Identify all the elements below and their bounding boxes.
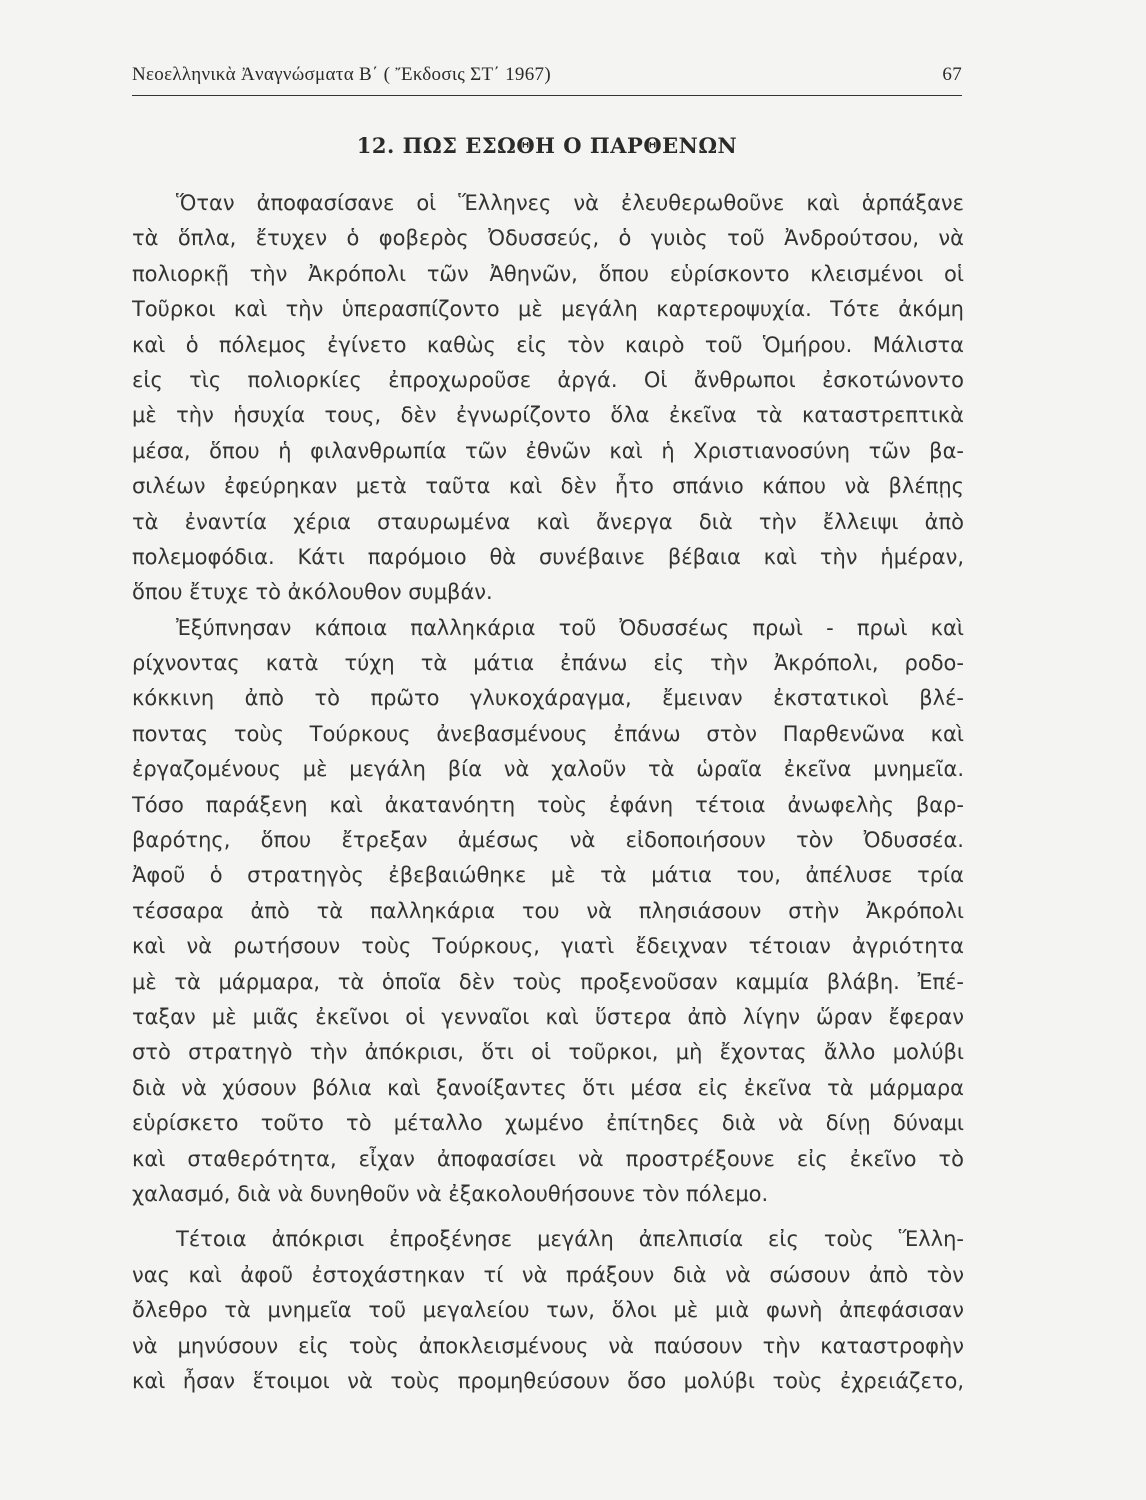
text-line: διὰ νὰ χύσουν βόλια καὶ ξανοίξαντες ὅτι μέσα εἰς ἐκεῖνα τὰ μάρμαρα xyxy=(132,1075,964,1100)
text-line: βαρότης, ὅπου ἔτρεξαν ἀμέσως νὰ εἰδοποιήσουν τὸν Ὀδυσσέα. xyxy=(132,828,964,853)
text-line: Ἐξύπνησαν κάποια παλληκάρια τοῦ Ὀδυσσέως πρωὶ - πρωὶ καὶ xyxy=(176,615,964,640)
text-line: ὄλεθρο τὰ μνημεῖα τοῦ μεγαλείου των, ὅλοι μὲ μιὰ φωνὴ ἀπεφάσισαν xyxy=(132,1298,964,1323)
text-line: κόκκινη ἀπὸ τὸ πρῶτο γλυκοχάραγμα, ἔμειναν ἐκστατικοὶ βλέ- xyxy=(132,686,964,711)
body-text xyxy=(132,186,964,1399)
header-rule xyxy=(132,95,962,96)
text-line: Ἀφοῦ ὁ στρατηγὸς ἐβεβαιώθηκε μὲ τὰ μάτια του, ἀπέλυσε τρία xyxy=(132,863,964,888)
text-line: σιλέων ἐφεύρηκαν μετὰ ταῦτα καὶ δὲν ἦτο σπάνιο κάπου νὰ βλέπῃς xyxy=(132,474,964,499)
text-line: Τόσο παράξενη καὶ ἀκατανόητη τοὺς ἐφάνη τέτοια ἀνωφελὴς βαρ- xyxy=(132,792,964,817)
text-line: μὲ τὴν ἡσυχία τους, δὲν ἐγνωρίζοντο ὅλα ἐκεῖνα τὰ καταστρεπτικὰ xyxy=(132,403,964,428)
text-line: πολεμοφόδια. Κάτι παρόμοιο θὰ συνέβαινε βέβαια καὶ τὴν ἡμέραν, xyxy=(132,544,964,569)
text-line: νὰ μηνύσουν εἰς τοὺς ἀποκλεισμένους νὰ παύσουν τὴν καταστροφὴν xyxy=(132,1333,964,1358)
running-head-title: Νεοελληνικὰ Ἀναγνώσματα Β΄ ( Ἔκδοσις ΣΤ΄ 1967) xyxy=(132,64,551,85)
text-line: ἐργαζομένους μὲ μεγάλη βία νὰ χαλοῦν τὰ ὡραῖα ἐκεῖνα μνημεῖα. xyxy=(132,757,964,782)
text-line: νας καὶ ἀφοῦ ἐστοχάστηκαν τί νὰ πράξουν διὰ νὰ σώσουν ἀπὸ τὸν xyxy=(132,1262,964,1287)
running-head xyxy=(132,64,962,92)
text-line: καὶ νὰ ρωτήσουν τοὺς Τούρκους, γιατὶ ἔδειχναν τέτοιαν ἀγριότητα xyxy=(132,934,964,959)
text-line: χαλασμό, διὰ νὰ δυνηθοῦν νὰ ἐξακολουθήσουνε τὸν πόλεμο. xyxy=(132,1181,769,1206)
paragraph xyxy=(132,186,964,611)
paragraph xyxy=(132,1222,964,1399)
text-line: στὸ στρατηγὸ τὴν ἀπόκρισι, ὅτι οἱ τοῦρκοι, μὴ ἔχοντας ἄλλο μολύβι xyxy=(132,1040,964,1065)
text-line: τέσσαρα ἀπὸ τὰ παλληκάρια του νὰ πλησιάσουν στὴν Ἀκρόπολι xyxy=(132,898,964,923)
text-line: ὅπου ἔτυχε τὸ ἀκόλουθον συμβάν. xyxy=(132,580,493,605)
text-line: ταξαν μὲ μιᾶς ἐκεῖνοι οἱ γενναῖοι καὶ ὕστερα ἀπὸ λίγην ὥραν ἔφεραν xyxy=(132,1004,964,1029)
text-line: καὶ σταθερότητα, εἶχαν ἀποφασίσει νὰ προστρέξουνε εἰς ἐκεῖνο τὸ xyxy=(132,1146,964,1171)
text-line: μέσα, ὅπου ἡ φιλανθρωπία τῶν ἐθνῶν καὶ ἡ Χριστιανοσύνη τῶν βα- xyxy=(132,438,964,463)
text-line: καὶ ἦσαν ἕτοιμοι νὰ τοὺς προμηθεύσουν ὅσο μολύβι τοὺς ἐχρειάζετο, xyxy=(132,1368,964,1393)
text-line: πολιορκῇ τὴν Ἀκρόπολι τῶν Ἀθηνῶν, ὅπου εὑρίσκοντο κλεισμένοι οἱ xyxy=(132,261,964,286)
text-line: τὰ ἐναντία χέρια σταυρωμένα καὶ ἄνεργα διὰ τὴν ἔλλειψι ἀπὸ xyxy=(132,509,964,534)
text-line: εὑρίσκετο τοῦτο τὸ μέταλλο χωμένο ἐπίτηδες διὰ νὰ δίνῃ δύναμι xyxy=(132,1111,964,1136)
text-line: Τέτοια ἀπόκρισι ἐπροξένησε μεγάλη ἀπελπισία εἰς τοὺς Ἕλλη- xyxy=(176,1227,964,1252)
text-line: καὶ ὁ πόλεμος ἐγίνετο καθὼς εἰς τὸν καιρὸ τοῦ Ὁμήρου. Μάλιστα xyxy=(132,332,964,357)
page-number: 67 xyxy=(942,64,962,85)
text-line: εἰς τὶς πολιορκίες ἐπροχωροῦσε ἀργά. Οἱ ἄνθρωποι ἐσκοτώνοντο xyxy=(132,367,964,392)
paragraph xyxy=(132,611,964,1213)
text-line: ρίχνοντας κατὰ τύχη τὰ μάτια ἐπάνω εἰς τὴν Ἀκρόπολι, ροδο- xyxy=(132,651,964,676)
chapter-title: 12. ΠΩΣ ΕΣΩΘΗ Ο ΠΑΡΘΕΝΩΝ xyxy=(356,133,738,158)
text-line: Ὅταν ἀποφασίσανε οἱ Ἕλληνες νὰ ἐλευθερωθοῦνε καὶ ἁρπάξανε xyxy=(176,191,964,215)
text-line: Τοῦρκοι καὶ τὴν ὑπερασπίζοντο μὲ μεγάλη καρτεροψυχία. Τότε ἀκόμη xyxy=(132,297,964,322)
text-line: ποντας τοὺς Τούρκους ἀνεβασμένους ἐπάνω στὸν Παρθενῶνα καὶ xyxy=(132,721,964,746)
text-line: τὰ ὅπλα, ἔτυχεν ὁ φοβερὸς Ὀδυσσεύς, ὁ γυιὸς τοῦ Ἀνδρούτσου, νὰ xyxy=(132,226,964,251)
text-line: μὲ τὰ μάρμαρα, τὰ ὁποῖα δὲν τοὺς προξενοῦσαν καμμία βλάβη. Ἐπέ- xyxy=(132,969,964,994)
